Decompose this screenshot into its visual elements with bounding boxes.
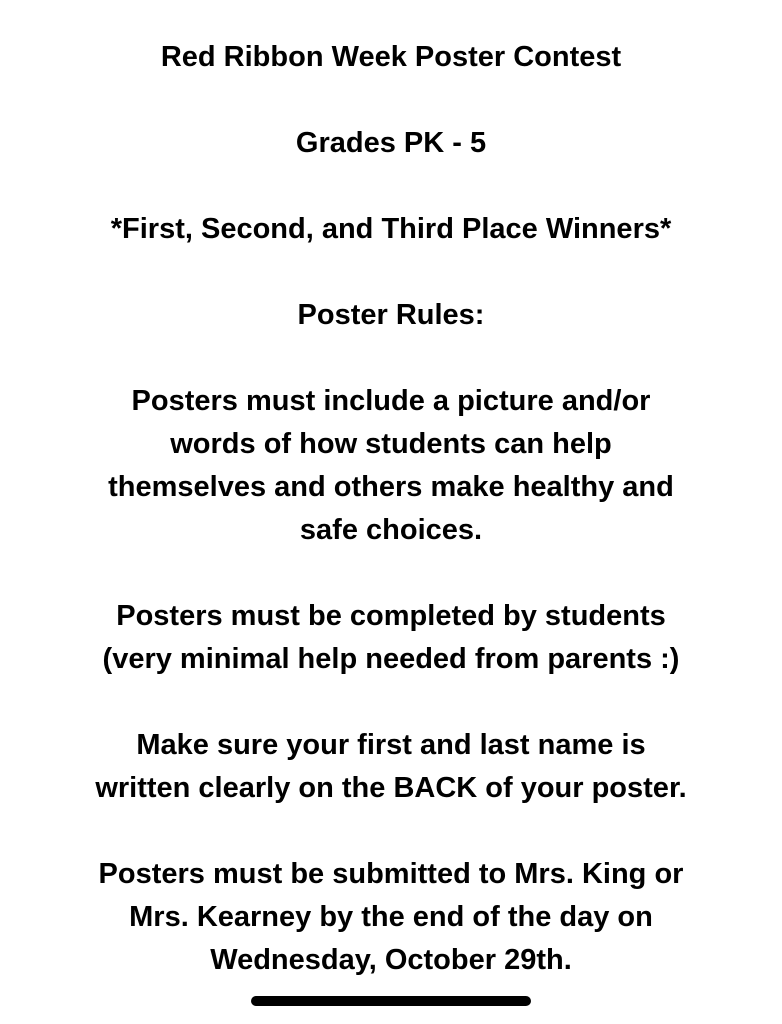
rule-3-line: Make sure your first and last name is [136,729,646,761]
document-title: Red Ribbon Week Poster Contest [160,41,622,73]
rule-3-line: written clearly on the BACK of your poster. [95,772,687,804]
rule-1-line: Posters must include a picture and/or [131,385,651,417]
home-indicator[interactable] [251,996,531,1006]
rules-heading: Poster Rules: [297,299,485,331]
rule-1-line: words of how students can help [170,428,612,460]
grades-line: Grades PK - 5 [295,127,487,159]
rule-4-line: Wednesday, October 29th. [210,944,572,976]
rule-4-line: Mrs. Kearney by the end of the day on [129,901,653,933]
rule-2-line: (very minimal help needed from parents :) [102,643,680,675]
rule-1-line: themselves and others make healthy and [108,471,674,503]
winners-line: *First, Second, and Third Place Winners* [110,213,672,245]
rule-2-line: Posters must be completed by students [116,600,666,632]
rule-4-line: Posters must be submitted to Mrs. King or [98,858,684,890]
rule-1-line: safe choices. [299,514,483,546]
